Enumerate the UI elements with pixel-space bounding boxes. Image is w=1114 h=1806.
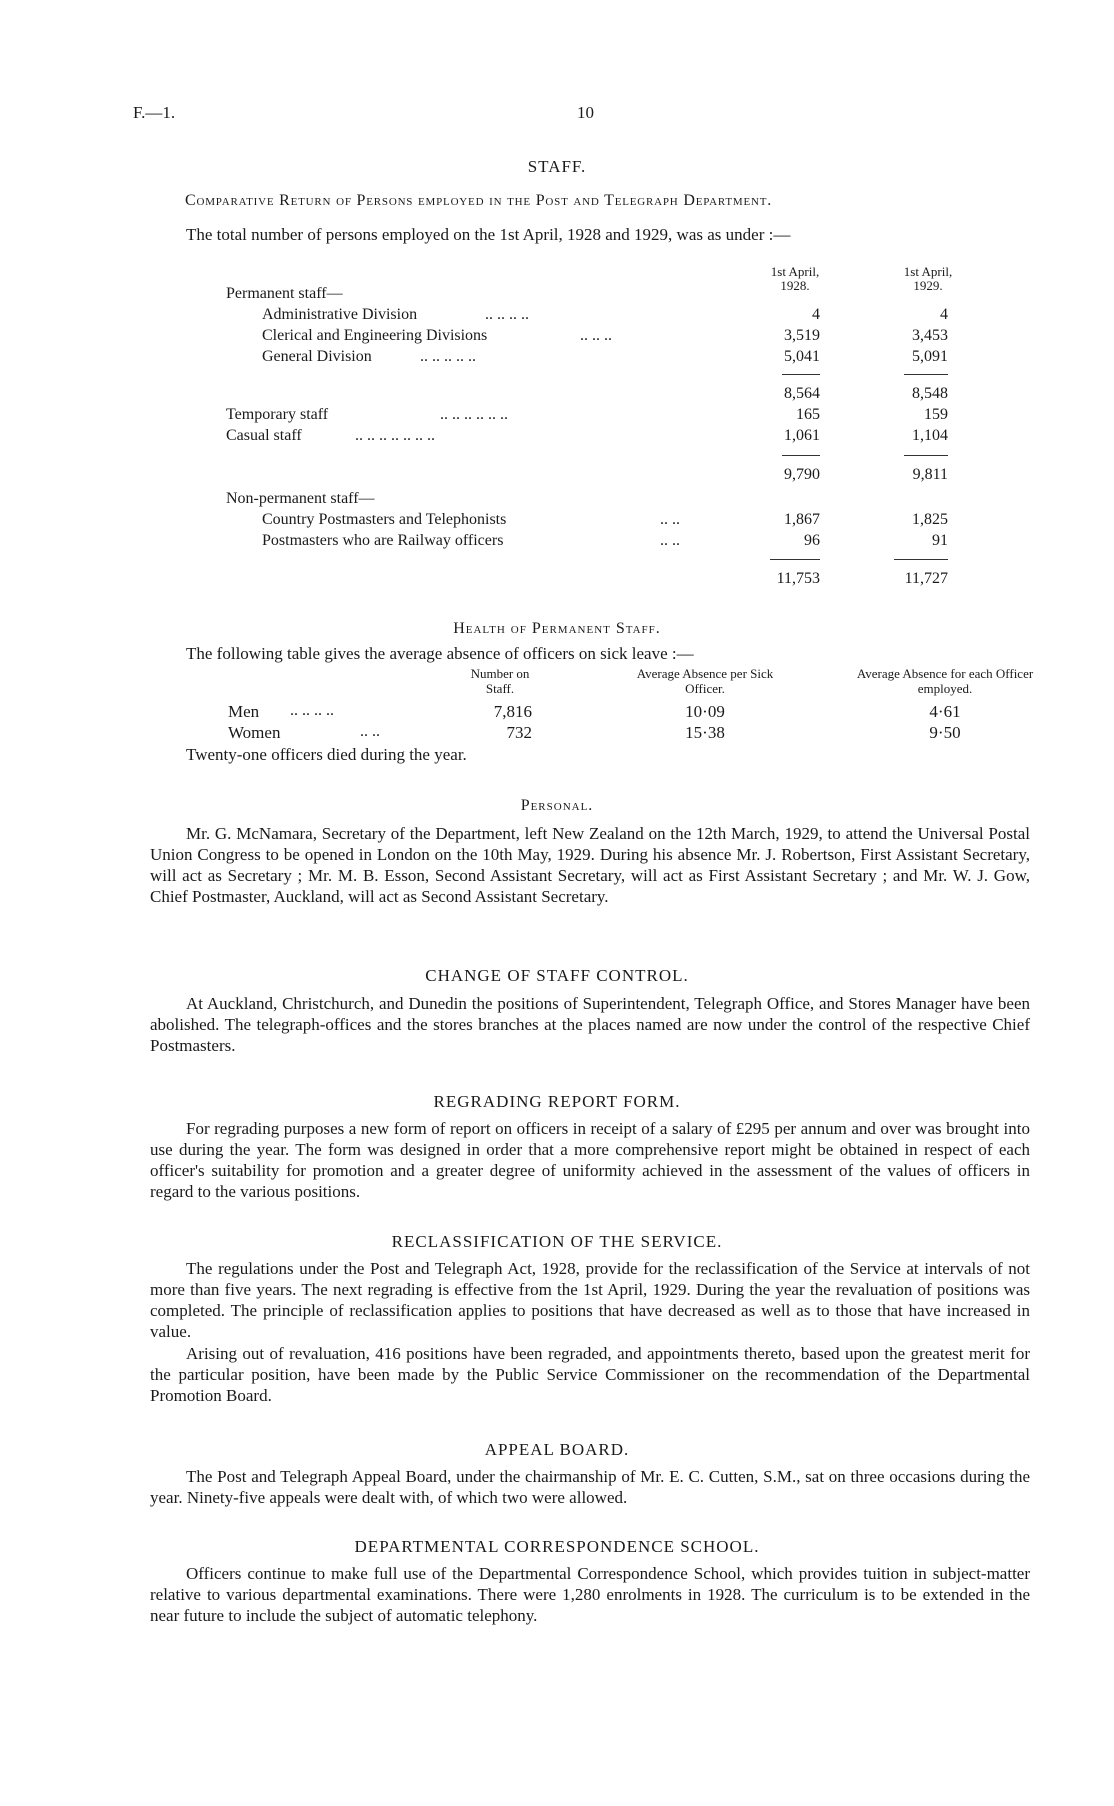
staff-row-label: Temporary staff [226,406,329,423]
leader-dots: .. .. .. [580,327,612,344]
health-col-header: Number on Staff. [470,666,530,696]
personal-paragraph: Mr. G. McNamara, Secretary of the Department, left New Zealand on the 12th March, 1929, to attend the Universal Postal Union Congress to be opened in London on the 10th May, 1929. During his absence Mr. J. Robertson, First Assistant Secretary, will act as Secretary ; Mr. M. B. Esson, Second Assistant Secretary, will act as First Assistant Secretary ; and Mr. W. J. Gow, Chief Postmaster, Auckland, will act as Second Assistant Secretary. [150,824,1030,906]
staff-subtotal-1929: 9,811 [912,466,948,483]
staff-value-1928: 165 [796,406,820,423]
staff-value-1928: 1,867 [784,511,820,528]
staff-intro: The total number of persons employed on the 1st April, 1928 and 1929, was as under :— [186,225,791,244]
staff-row-label: Permanent staff— [226,285,343,302]
health-per-sick: 10·09 [685,702,725,721]
staff-subtotal-1929: 8,548 [912,385,948,402]
sum-rule [904,455,948,456]
school-heading: DEPARTMENTAL CORRESPONDENCE SCHOOL. [354,1537,760,1556]
staff-value-1929: 1,825 [912,511,948,528]
change-control-heading: CHANGE OF STAFF CONTROL. [425,966,689,985]
sum-rule [894,559,948,560]
health-per-sick: 15·38 [685,723,725,742]
staff-value-1928: 1,061 [784,427,820,444]
leader-dots: .. .. .. .. [485,306,529,323]
leader-dots: .. .. .. .. [290,702,334,719]
staff-col1-header: 1st April, 1928. [770,264,820,293]
staff-value-1929: 159 [924,406,948,423]
staff-total-1928: 11,753 [776,570,820,587]
sum-rule [782,374,820,375]
staff-value-1928: 96 [804,532,820,549]
staff-heading: STAFF. [527,157,587,176]
staff-row-label: Postmasters who are Railway officers [262,532,504,549]
staff-row-label: General Division [262,348,372,365]
health-col-header: Average Absence per Sick Officer. [636,666,774,696]
regrading-paragraph: For regrading purposes a new form of report on officers in receipt of a salary of £295 per annum and over was brought into use during the year. The form was designed in order that a more comprehensive report might be obtained in respect of each officer's suitability for promotion and a greater degree of uniformity achieved in the assessment of the values of officers in regard to the various positions. [150,1119,1030,1201]
document-reference: F.—1. [133,103,176,122]
leader-dots: .. .. [360,723,380,740]
staff-value-1929: 3,453 [912,327,948,344]
staff-value-1929: 5,091 [912,348,948,365]
staff-subtotal-1928: 8,564 [784,385,820,402]
sum-rule [904,374,948,375]
sum-rule [782,455,820,456]
health-col-header: Average Absence for each Officer employed. [856,666,1034,696]
health-per-officer: 9·50 [929,723,961,742]
health-row-label: Men [228,702,260,721]
staff-subtotal-1928: 9,790 [784,466,820,483]
staff-value-1928: 3,519 [784,327,820,344]
change-control-paragraph: At Auckland, Christchurch, and Dunedin the positions of Superintendent, Telegraph Office, and Stores Manager have been abolished. The telegraph-offices and the stores branches at the places named are now under the control of the respective Chief Postmasters. [150,994,1030,1055]
health-number: 7,816 [493,702,532,721]
health-number: 732 [506,723,532,742]
leader-dots: .. .. [660,511,680,528]
staff-value-1928: 5,041 [784,348,820,365]
page-number: 10 [577,103,594,122]
school-paragraph: Officers continue to make full use of the Departmental Correspondence School, which provides tuition in subject-matter relative to various departmental examinations. There were 1,280 enrolments in 1928. The curriculum is to be extended in the near future to include the subject of automatic telephony. [150,1564,1030,1625]
staff-value-1928: 4 [812,306,820,323]
sum-rule [770,559,820,560]
health-intro: The following table gives the average absence of officers on sick leave :— [186,644,694,663]
leader-dots: .. .. .. .. .. [420,348,476,365]
reclassification-heading: RECLASSIFICATION OF THE SERVICE. [391,1232,723,1251]
health-note: Twenty-one officers died during the year. [186,745,467,764]
regrading-heading: REGRADING REPORT FORM. [433,1092,681,1111]
health-per-officer: 4·61 [929,702,961,721]
personal-heading: Personal. [520,797,594,814]
health-row-label: Women [228,723,281,742]
staff-value-1929: 91 [932,532,948,549]
appeal-heading: APPEAL BOARD. [484,1440,630,1459]
staff-row-label: Casual staff [226,427,302,444]
staff-col2-header: 1st April, 1929. [903,264,953,293]
staff-subtitle: Comparative Return of Persons employed in the Post and Telegraph Department. [185,192,773,209]
leader-dots: .. .. [660,532,680,549]
reclassification-paragraph: Arising out of revaluation, 416 positions have been regraded, and appointments thereto, based upon the greatest merit for the particular position, have been made by the Public Service Commissioner on the recommendation of the Departmental Promotion Board. [150,1344,1030,1405]
staff-row-label: Non-permanent staff— [226,490,375,507]
leader-dots: .. .. .. .. .. .. [440,406,508,423]
health-heading: Health of Permanent Staff. [453,620,661,637]
appeal-paragraph: The Post and Telegraph Appeal Board, under the chairmanship of Mr. E. C. Cutten, S.M., sat on three occasions during the year. Ninety-five appeals were dealt with, of which two were allowed. [150,1467,1030,1507]
staff-row-label: Country Postmasters and Telephonists [262,511,507,528]
staff-value-1929: 1,104 [912,427,948,444]
staff-row-label: Clerical and Engineering Divisions [262,327,488,344]
staff-value-1929: 4 [940,306,948,323]
leader-dots: .. .. .. .. .. .. .. [355,427,435,444]
reclassification-paragraph: The regulations under the Post and Telegraph Act, 1928, provide for the reclassification of the Service at intervals of not more than five years. The next regrading is effective from the 1st April, 1929. During the year the revaluation of positions was completed. The principle of reclassification applies to positions that have decreased as well as to those that have increased in value. [150,1259,1030,1341]
staff-row-label: Administrative Division [262,306,418,323]
staff-total-1929: 11,727 [904,570,948,587]
